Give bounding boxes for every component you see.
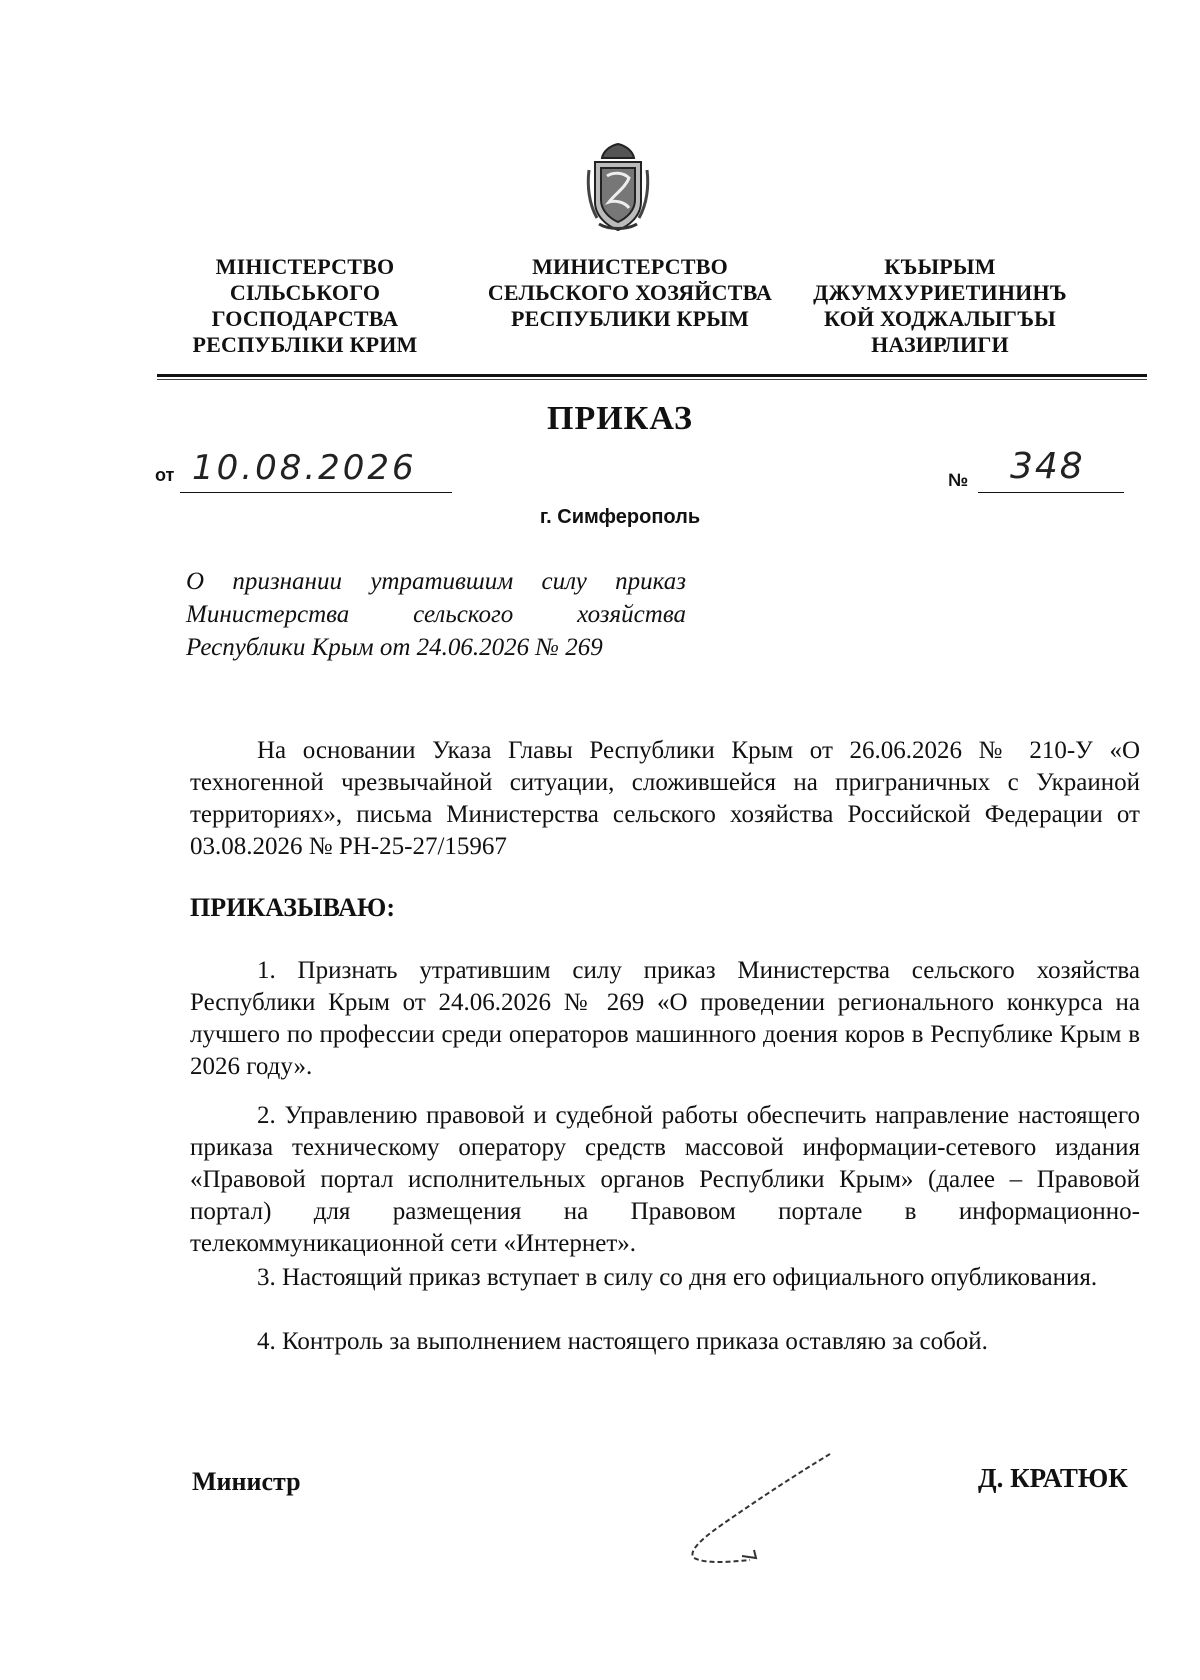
subject-line: Республики Крым от 24.06.2026 № 269	[186, 634, 603, 661]
ministry-ua-line: МІНІСТЕРСТВО	[215, 254, 395, 279]
ministry-crh-line: КЪЫРЫМ	[884, 254, 996, 279]
handwritten-signature	[680, 1448, 860, 1568]
document-subject	[186, 565, 686, 664]
document-date: 10.08.2026	[192, 448, 417, 488]
ministry-ua-line: СІЛЬСЬКОГО	[229, 280, 381, 305]
header-divider	[157, 374, 1147, 377]
number-underline	[978, 492, 1124, 493]
ministry-ru-line: РЕСПУБЛИКИ КРЫМ	[510, 306, 750, 331]
ministry-name-crimean-tatar	[790, 254, 1090, 358]
document-number: 348	[1010, 446, 1085, 487]
order-heading: ПРИКАЗЫВАЮ:	[190, 893, 395, 922]
signatory-name: Д. КРАТЮК	[978, 1463, 1128, 1493]
ministry-name-russian	[470, 254, 790, 332]
document-title: ПРИКАЗ	[547, 400, 693, 437]
ministry-crh-line: КОЙ ХОДЖАЛЫГЪЫ	[824, 306, 1056, 331]
subject-line: О признании утратившим силу приказ	[186, 568, 686, 595]
order-item: 2. Управлению правовой и судебной работы обеспечить направление настоящего приказа техническому оператору средств массовой информации-сетевого издания «Правовой портал исполнительных органов Республики Крым» (далее – Правовой портал) для размещения на Правовом портале в информационно-телекоммуникационной сети «Интернет».	[190, 1102, 1140, 1257]
coat-of-arms-emblem	[585, 142, 651, 232]
subject-line: Министерства сельского хозяйства	[186, 601, 686, 628]
ministry-ru-line: МИНИСТЕРСТВО	[532, 254, 728, 279]
signatory-role: Министр	[192, 1467, 301, 1496]
ministry-name-ukrainian	[170, 254, 440, 358]
ministry-ua-line: РЕСПУБЛІКИ КРИМ	[192, 332, 418, 357]
date-prefix: от	[155, 465, 175, 485]
number-prefix: №	[948, 470, 969, 490]
header-divider-thin	[157, 379, 1147, 380]
order-item: 4. Контроль за выполнением настоящего приказа оставляю за собой.	[257, 1328, 988, 1355]
order-item: 3. Настоящий приказ вступает в силу со дня его официального опубликования.	[257, 1264, 1098, 1291]
date-underline	[180, 492, 452, 493]
ministry-ru-line: СЕЛЬСКОГО ХОЗЯЙСТВА	[487, 280, 773, 305]
document-city: г. Симферополь	[539, 506, 701, 528]
ministry-crh-line: НАЗИРЛИГИ	[871, 332, 1009, 357]
ministry-crh-line: ДЖУМХУРИЕТИНИНЪ	[813, 280, 1067, 305]
ministry-ua-line: ГОСПОДАРСТВА	[211, 306, 399, 331]
basis-paragraph: На основании Указа Главы Республики Крым от 26.06.2026 № 210-У «О техногенной чрезвычайной ситуации, сложившейся на приграничных с Украиной территориях», письма Министерства сельского хозяйства Российской Федерации от 03.08.2026 № РН-25-27/15967	[190, 737, 1140, 860]
order-item: 1. Признать утратившим силу приказ Министерства сельского хозяйства Республики Крым от 24.06.2026 № 269 «О проведении регионального конкурса на лучшего по профессии среди операторов машинного доения коров в Республике Крым в 2026 году».	[190, 957, 1140, 1080]
